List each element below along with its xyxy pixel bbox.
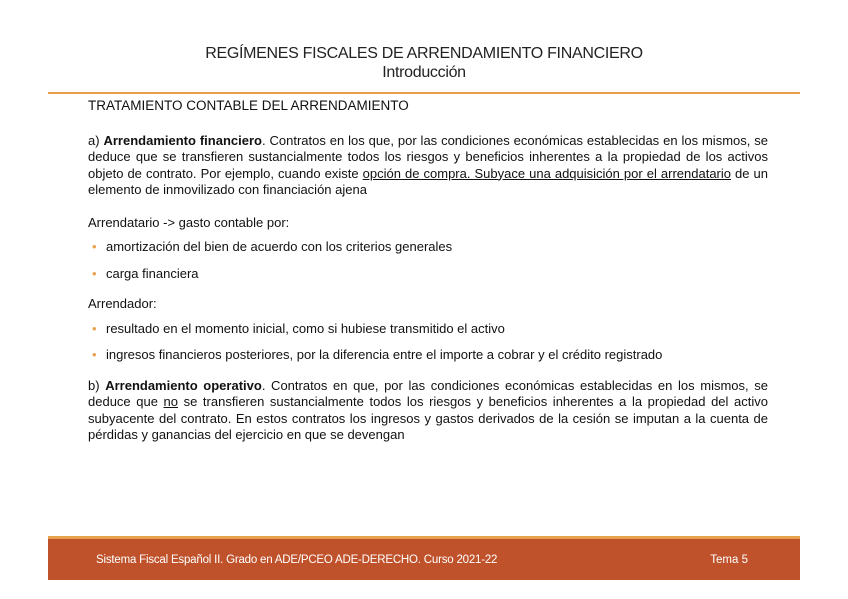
header-divider — [48, 92, 800, 94]
list-item — [88, 347, 768, 364]
list-item-text: resultado en el momento inicial, como si hubiese transmitido el activo — [106, 320, 505, 336]
bullet-icon: • — [92, 347, 97, 362]
para-a-term: Arrendamiento financiero — [103, 132, 262, 148]
para-a-underlined: opción de compra. Subyace una adquisición por el arrendatario — [362, 165, 731, 181]
arrendatario-label: Arrendatario -> gasto contable por: — [88, 214, 290, 230]
list-item-text: carga financiera — [106, 265, 199, 281]
list-item — [88, 321, 768, 338]
list-item-text: amortización del bien de acuerdo con los criterios generales — [106, 239, 453, 254]
arrendador-list — [88, 321, 768, 364]
bullet-icon: • — [92, 239, 97, 254]
list-item-text: ingresos financieros posteriores, por la diferencia entre el importe a cobrar y el crédito registrado — [106, 347, 663, 362]
list-item — [88, 239, 768, 256]
para-a-text1: . Contratos en los que, por las condiciones económicas establecidas en los mismos, se deduce que se transfieren sustancialmente todos los riesgos y beneficios inherentes a la propiedad de los activos objeto de contrato. Por ejemplo, cuando existe — [88, 132, 769, 181]
para-b-term: Arrendamiento operativo — [105, 377, 262, 393]
bullet-icon: • — [92, 265, 97, 281]
paragraph-financial-lease — [88, 133, 768, 199]
arrendatario-list — [88, 239, 768, 282]
footer-accent-strip — [48, 536, 800, 539]
para-b-underlined: no — [163, 394, 178, 409]
slide-content — [88, 98, 768, 460]
para-a-prefix: a) — [88, 132, 104, 148]
slide-header — [0, 44, 848, 82]
paragraph-operating-lease — [88, 378, 768, 444]
bullet-icon: • — [92, 320, 97, 336]
arrendador-label: Arrendador: — [88, 296, 157, 311]
footer-course-text: Sistema Fiscal Español II. Grado en ADE/PCEO ADE-DERECHO. Curso 2021-22 — [96, 554, 498, 566]
footer-topic-number: Tema 5 — [710, 554, 748, 566]
slide-footer — [48, 536, 800, 580]
para-a-text2: de un elemento de inmovilizado con financiación ajena — [88, 165, 768, 197]
para-b-text2: se transfieren sustancialmente todos los riesgos y beneficios inherentes a la propiedad del activo subyacente del contrato. En estos contratos los ingresos y gastos derivados de la cesión se imputan a la cuenta de pérdidas y ganancias del ejercicio en que se devengan — [88, 394, 768, 442]
slide-subtitle: Introducción — [382, 64, 466, 81]
list-item — [88, 266, 768, 283]
slide-title: REGÍMENES FISCALES DE ARRENDAMIENTO FINANCIERO — [205, 45, 643, 62]
para-b-prefix: b) — [88, 377, 106, 393]
section-heading: TRATAMIENTO CONTABLE DEL ARRENDAMIENTO — [88, 98, 409, 113]
para-b-text1: . Contratos en que, por las condiciones económicas establecidas en los mismos, se deduce que — [88, 377, 768, 409]
